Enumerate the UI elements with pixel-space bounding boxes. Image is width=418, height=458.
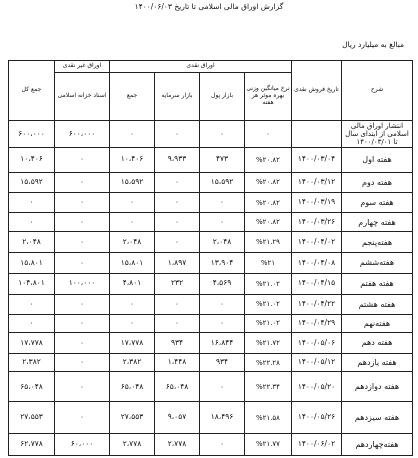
row-money-market: ۱۳،۹۰۴ bbox=[200, 253, 245, 273]
row-money-market: ۱۶،۸۴۴ bbox=[200, 332, 245, 353]
row-cash-total: ۰ bbox=[110, 192, 155, 212]
row-treasury: ۰ bbox=[55, 332, 110, 353]
row-capital-market: ۰ bbox=[155, 314, 200, 332]
row-rate: %۲۲.۲۸ bbox=[245, 354, 292, 372]
row-money-market: ۰ bbox=[200, 294, 245, 314]
row-label: هفته دهم bbox=[342, 332, 413, 353]
table-row bbox=[9, 253, 413, 273]
row-rate: %۲۱.۲۹ bbox=[245, 232, 292, 253]
row-label: هفته دوم bbox=[342, 172, 413, 192]
row-date: ۱۴۰۰/۰۵/۱۲ bbox=[292, 354, 342, 372]
row-treasury: ۰ bbox=[55, 213, 110, 232]
row-grand-total: ۱۵،۸۰۱ bbox=[9, 253, 55, 273]
row-cash-total: ۱۵،۸۰۱ bbox=[110, 253, 155, 273]
row-cash-total: ۱۵،۵۹۲ bbox=[110, 172, 155, 192]
row-grand-total: ۰ bbox=[9, 294, 55, 314]
row-rate: %۲۱.۰۲ bbox=[245, 314, 292, 332]
issuance-table bbox=[8, 60, 413, 456]
row-treasury: ۰ bbox=[55, 253, 110, 273]
row-treasury: ۰ bbox=[55, 232, 110, 253]
row-capital-market: ۹،۰۵۷ bbox=[155, 402, 200, 433]
row-date: ۱۴۰۰/۰۳/۰۴ bbox=[292, 147, 342, 172]
row-treasury: ۱۰۰،۰۰۰ bbox=[55, 273, 110, 294]
row-money-market: ۴۷۳ bbox=[200, 147, 245, 172]
row-label: هفته‌چهاردهم bbox=[342, 433, 413, 455]
row-grand-total: ۰ bbox=[9, 314, 55, 332]
row-grand-total: ۶۰۰،۰۰۰ bbox=[9, 121, 55, 147]
row-capital-market: ۲،۷۷۸ bbox=[155, 433, 200, 455]
row-rate: %۲۱.۷۷ bbox=[245, 433, 292, 455]
row-capital-market: ۰ bbox=[155, 294, 200, 314]
table-row bbox=[9, 121, 413, 147]
row-cash-total: ۴،۸۰۱ bbox=[110, 273, 155, 294]
row-date bbox=[292, 121, 342, 147]
row-capital-market: ۱،۴۴۸ bbox=[155, 354, 200, 372]
row-capital-market: ۰ bbox=[155, 121, 200, 147]
row-capital-market: ۹۳۴ bbox=[155, 332, 200, 353]
report-unit-note: مبالغ به میلیارد ریال bbox=[342, 40, 404, 49]
row-cash-total: ۲،۳۸۲ bbox=[110, 354, 155, 372]
row-label: هفته سیزدهم bbox=[342, 402, 413, 433]
row-rate: %۲۱.۵۸ bbox=[245, 402, 292, 433]
row-label: هفته‌ششم bbox=[342, 253, 413, 273]
row-money-market: ۰ bbox=[200, 372, 245, 402]
row-grand-total: ۰ bbox=[9, 192, 55, 212]
header-rate: نرخ میانگین وزنی بهره موثر هر هفته bbox=[245, 73, 292, 121]
row-cash-total: ۲۷،۵۵۳ bbox=[110, 402, 155, 433]
row-label: هفته‌پنجم bbox=[342, 232, 413, 253]
row-label: هفته اول bbox=[342, 147, 413, 172]
row-grand-total: ۰ bbox=[9, 213, 55, 232]
row-grand-total: ۱۰۴،۸۰۱ bbox=[9, 273, 55, 294]
row-cash-total: ۰ bbox=[110, 314, 155, 332]
row-treasury: ۶۰۰،۰۰۰ bbox=[55, 121, 110, 147]
row-grand-total: ۶۲،۷۷۸ bbox=[9, 433, 55, 455]
row-money-market: ۰ bbox=[200, 213, 245, 232]
table-row bbox=[9, 232, 413, 253]
row-label: هفته سوم bbox=[342, 192, 413, 212]
row-date: ۱۴۰۰/۰۴/۲۲ bbox=[292, 294, 342, 314]
header-cash-total: جمع bbox=[110, 73, 155, 121]
report-title: گزارش اوراق مالی اسلامی تا تاریخ ۱۴۰۰/۰۶/۰۳ bbox=[134, 2, 284, 11]
row-cash-total: ۰ bbox=[110, 294, 155, 314]
row-money-market: ۰ bbox=[200, 433, 245, 455]
table-row bbox=[9, 192, 413, 212]
row-grand-total: ۲،۳۸۲ bbox=[9, 354, 55, 372]
row-date: ۱۴۰۰/۰۴/۰۲ bbox=[292, 232, 342, 253]
row-money-market: ۰ bbox=[200, 192, 245, 212]
table-row bbox=[9, 354, 413, 372]
row-treasury: ۰ bbox=[55, 372, 110, 402]
header-cash-group: اوراق نقدی bbox=[110, 61, 292, 73]
row-rate: %۲۰.۸۲ bbox=[245, 147, 292, 172]
row-date: ۱۴۰۰/۰۶/۰۲ bbox=[292, 433, 342, 455]
row-date: ۱۴۰۰/۰۳/۱۹ bbox=[292, 192, 342, 212]
table-row bbox=[9, 213, 413, 232]
row-treasury: ۰ bbox=[55, 294, 110, 314]
row-capital-market: ۲۳۲ bbox=[155, 273, 200, 294]
row-label: هفته‌نهم bbox=[342, 314, 413, 332]
row-date: ۱۴۰۰/۰۴/۰۸ bbox=[292, 253, 342, 273]
row-cash-total: ۲،۰۴۸ bbox=[110, 232, 155, 253]
row-label: هفته هفتم bbox=[342, 273, 413, 294]
row-treasury: ۰ bbox=[55, 172, 110, 192]
row-treasury: ۰ bbox=[55, 147, 110, 172]
row-money-market: ۱۸،۴۹۶ bbox=[200, 402, 245, 433]
row-money-market: ۹۳۴ bbox=[200, 354, 245, 372]
table-row bbox=[9, 402, 413, 433]
row-grand-total: ۱۰،۴۰۶ bbox=[9, 147, 55, 172]
row-rate: %۲۰.۸۲ bbox=[245, 213, 292, 232]
row-label: هفته هشتم bbox=[342, 294, 413, 314]
row-grand-total: ۲۷،۵۵۳ bbox=[9, 402, 55, 433]
row-label: هفته دوازدهم bbox=[342, 372, 413, 402]
row-capital-market: ۰ bbox=[155, 232, 200, 253]
header-sale-date: تاریخ فروش نقدی bbox=[292, 61, 342, 121]
row-cash-total: ۱۷،۷۷۸ bbox=[110, 332, 155, 353]
row-grand-total: ۶۵،۰۴۸ bbox=[9, 372, 55, 402]
row-treasury: ۶۰،۰۰۰ bbox=[55, 433, 110, 455]
row-treasury: ۰ bbox=[55, 314, 110, 332]
row-money-market: ۱۵،۵۹۲ bbox=[200, 172, 245, 192]
header-grand-total: جمع کل bbox=[9, 61, 55, 121]
row-treasury: ۰ bbox=[55, 192, 110, 212]
row-rate: %۲۱ bbox=[245, 253, 292, 273]
header-treasury: اسناد خزانه اسلامی bbox=[55, 73, 110, 121]
row-capital-market: ۰ bbox=[155, 213, 200, 232]
row-cash-total: ۲،۷۷۸ bbox=[110, 433, 155, 455]
header-noncash-group: اوراق غیر نقدی bbox=[55, 61, 110, 73]
table-row bbox=[9, 172, 413, 192]
row-label: هفته یازدهم bbox=[342, 354, 413, 372]
row-date: ۱۴۰۰/۰۳/۱۲ bbox=[292, 172, 342, 192]
header-capital-market: بازار سرمایه bbox=[155, 73, 200, 121]
row-rate: %۲۰.۸۲ bbox=[245, 192, 292, 212]
row-label: انتشار اوراق مالی اسلامی از ابتدای سال تا ۱۴۰۰/۰۳/۰۱ bbox=[342, 121, 413, 147]
row-capital-market: ۰ bbox=[155, 192, 200, 212]
table-row bbox=[9, 314, 413, 332]
row-money-market: ۲،۰۴۸ bbox=[200, 232, 245, 253]
row-money-market: ۴،۵۶۹ bbox=[200, 273, 245, 294]
row-date: ۱۴۰۰/۰۴/۲۹ bbox=[292, 314, 342, 332]
table-row bbox=[9, 372, 413, 402]
row-rate: ۰ bbox=[245, 121, 292, 147]
row-rate: %۲۰.۸۲ bbox=[245, 172, 292, 192]
row-money-market: ۰ bbox=[200, 314, 245, 332]
row-rate: %۲۱.۰۲ bbox=[245, 273, 292, 294]
row-grand-total: ۱۵،۵۹۲ bbox=[9, 172, 55, 192]
header-money-market: بازار پول bbox=[200, 73, 245, 121]
row-date: ۱۴۰۰/۰۵/۲۶ bbox=[292, 402, 342, 433]
row-cash-total: ۶۵،۰۴۸ bbox=[110, 372, 155, 402]
row-grand-total: ۲،۰۴۸ bbox=[9, 232, 55, 253]
row-grand-total: ۱۷،۷۷۸ bbox=[9, 332, 55, 353]
row-capital-market: ۱،۸۹۷ bbox=[155, 253, 200, 273]
table-row bbox=[9, 147, 413, 172]
row-rate: %۲۱.۰۲ bbox=[245, 294, 292, 314]
table-row bbox=[9, 433, 413, 455]
row-cash-total: ۱۰،۴۰۶ bbox=[110, 147, 155, 172]
row-date: ۱۴۰۰/۰۴/۱۵ bbox=[292, 273, 342, 294]
table-row bbox=[9, 294, 413, 314]
table-row bbox=[9, 332, 413, 353]
row-label: هفته چهارم bbox=[342, 213, 413, 232]
row-treasury: ۰ bbox=[55, 354, 110, 372]
row-treasury: ۰ bbox=[55, 402, 110, 433]
header-desc: شرح bbox=[342, 61, 413, 121]
row-cash-total: ۰ bbox=[110, 213, 155, 232]
row-capital-market: ۹،۹۳۳ bbox=[155, 147, 200, 172]
row-cash-total: ۰ bbox=[110, 121, 155, 147]
row-capital-market: ۰ bbox=[155, 172, 200, 192]
row-capital-market: ۶۵،۰۴۸ bbox=[155, 372, 200, 402]
row-money-market: ۰ bbox=[200, 121, 245, 147]
row-rate: %۲۱.۷۲ bbox=[245, 332, 292, 353]
row-date: ۱۴۰۰/۰۵/۲۰ bbox=[292, 372, 342, 402]
row-date: ۱۴۰۰/۰۵/۰۶ bbox=[292, 332, 342, 353]
row-rate: %۲۲.۳۴ bbox=[245, 372, 292, 402]
row-date: ۱۴۰۰/۰۳/۲۶ bbox=[292, 213, 342, 232]
table-row bbox=[9, 273, 413, 294]
